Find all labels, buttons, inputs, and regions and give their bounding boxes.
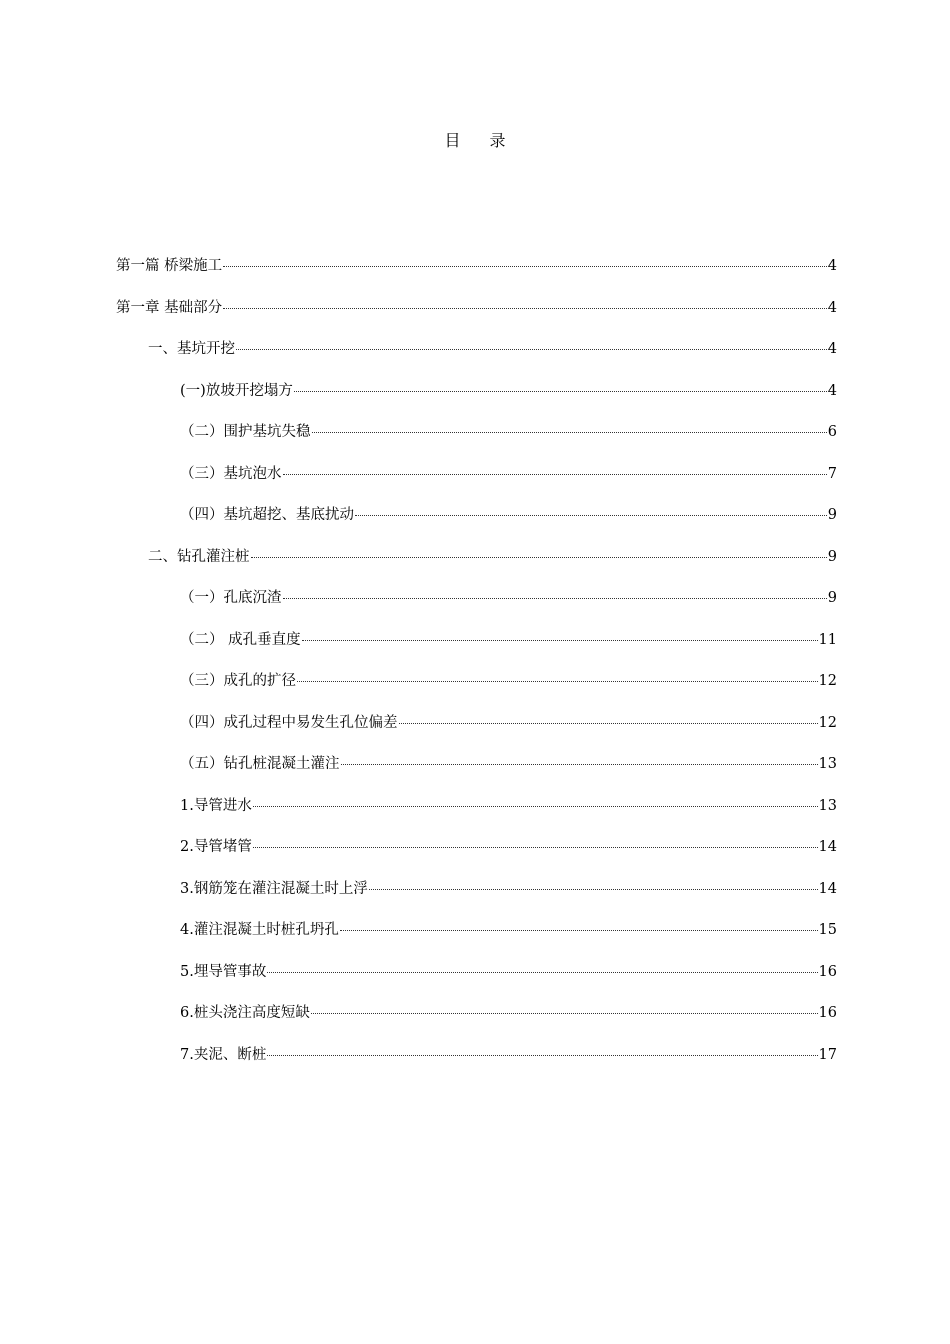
toc-entry-page-number: 12 [818,673,837,689]
toc-entry[interactable] [116,296,837,338]
toc-entry-label: 4.灌注混凝土时桩孔坍孔 [180,922,339,938]
toc-entry-page-number: 7 [827,465,837,482]
toc-entry-page-number: 13 [818,756,837,772]
toc-entry-page-number: 9 [827,548,837,565]
toc-entry-page-number: 9 [827,507,837,523]
toc-entry-label: (一)放坡开挖塌方 [180,382,293,399]
toc-entry-label: （三）成孔的扩径 [180,673,296,689]
toc-entry[interactable] [116,794,837,836]
toc-entry-page-number: 12 [818,714,837,731]
toc-entry-label: 一、基坑开挖 [148,341,235,357]
toc-list [116,254,837,1084]
toc-dot-leader [399,723,818,724]
toc-entry-label: （二）围护基坑失稳 [180,424,311,440]
toc-entry-label: （一）孔底沉渣 [180,590,282,606]
toc-dot-leader [294,391,827,392]
toc-entry[interactable] [116,628,837,670]
toc-entry[interactable] [116,1043,837,1085]
toc-entry-page-number: 4 [827,299,837,316]
toc-dot-leader [311,1013,818,1014]
toc-entry-page-number: 17 [818,1046,837,1063]
toc-entry-page-number: 14 [818,839,837,855]
toc-dot-leader [312,432,827,433]
toc-entry-page-number: 16 [818,963,837,980]
toc-entry-page-number: 4 [827,258,837,274]
toc-entry-label: 二、钻孔灌注桩 [148,548,250,565]
toc-entry[interactable] [116,918,837,960]
toc-entry-page-number: 11 [818,631,837,648]
toc-entry[interactable] [116,669,837,711]
toc-dot-leader [340,930,818,931]
toc-dot-leader [267,972,817,973]
toc-dot-leader [253,806,818,807]
toc-dot-leader [283,474,827,475]
toc-entry-page-number: 14 [818,880,837,897]
toc-entry[interactable] [116,503,837,545]
toc-dot-leader [236,349,827,350]
toc-dot-leader [251,557,827,558]
toc-entry-label: 第一章 基础部分 [116,299,223,316]
toc-entry-label: （二） 成孔垂直度 [180,631,301,648]
toc-entry-label: （三）基坑泡水 [180,465,282,482]
toc-dot-leader [253,847,818,848]
toc-entry[interactable] [116,877,837,919]
toc-dot-leader [223,308,827,309]
toc-entry[interactable] [116,254,837,296]
toc-entry[interactable] [116,545,837,587]
toc-dot-leader [302,640,818,641]
toc-dot-leader [297,681,818,682]
toc-entry[interactable] [116,337,837,379]
toc-entry[interactable] [116,835,837,877]
toc-entry-label: （四）成孔过程中易发生孔位偏差 [180,714,398,731]
toc-entry-label: （四）基坑超挖、基底扰动 [180,507,354,523]
toc-entry-label: 5.埋导管事故 [180,963,267,980]
toc-dot-leader [267,1055,817,1056]
toc-dot-leader [283,598,827,599]
toc-entry-page-number: 15 [818,922,837,938]
toc-dot-leader [369,889,818,890]
toc-dot-leader [341,764,818,765]
toc-entry-page-number: 16 [818,1005,837,1021]
toc-entry-page-number: 4 [827,382,837,399]
toc-entry[interactable] [116,1001,837,1043]
toc-entry[interactable] [116,379,837,421]
toc-entry[interactable] [116,586,837,628]
toc-entry[interactable] [116,711,837,753]
toc-entry[interactable] [116,960,837,1002]
toc-entry-label: 3.钢筋笼在灌注混凝土时上浮 [180,880,368,897]
toc-entry-page-number: 13 [818,797,837,814]
toc-entry-label: 1.导管进水 [180,797,252,814]
toc-dot-leader [223,266,827,267]
toc-entry-page-number: 4 [827,341,837,357]
toc-entry[interactable] [116,752,837,794]
toc-entry-label: 2.导管堵管 [180,839,252,855]
toc-entry[interactable] [116,462,837,504]
toc-title: 目 录 [444,131,518,150]
toc-dot-leader [355,515,827,516]
toc-entry-page-number: 9 [827,590,837,606]
toc-entry-page-number: 6 [827,424,837,440]
toc-entry-label: （五）钻孔桩混凝土灌注 [180,756,340,772]
toc-entry-label: 第一篇 桥梁施工 [116,258,223,274]
toc-entry-label: 6.桩头浇注高度短缺 [180,1005,310,1021]
toc-entry[interactable] [116,420,837,462]
toc-entry-label: 7.夹泥、断桩 [180,1046,267,1063]
